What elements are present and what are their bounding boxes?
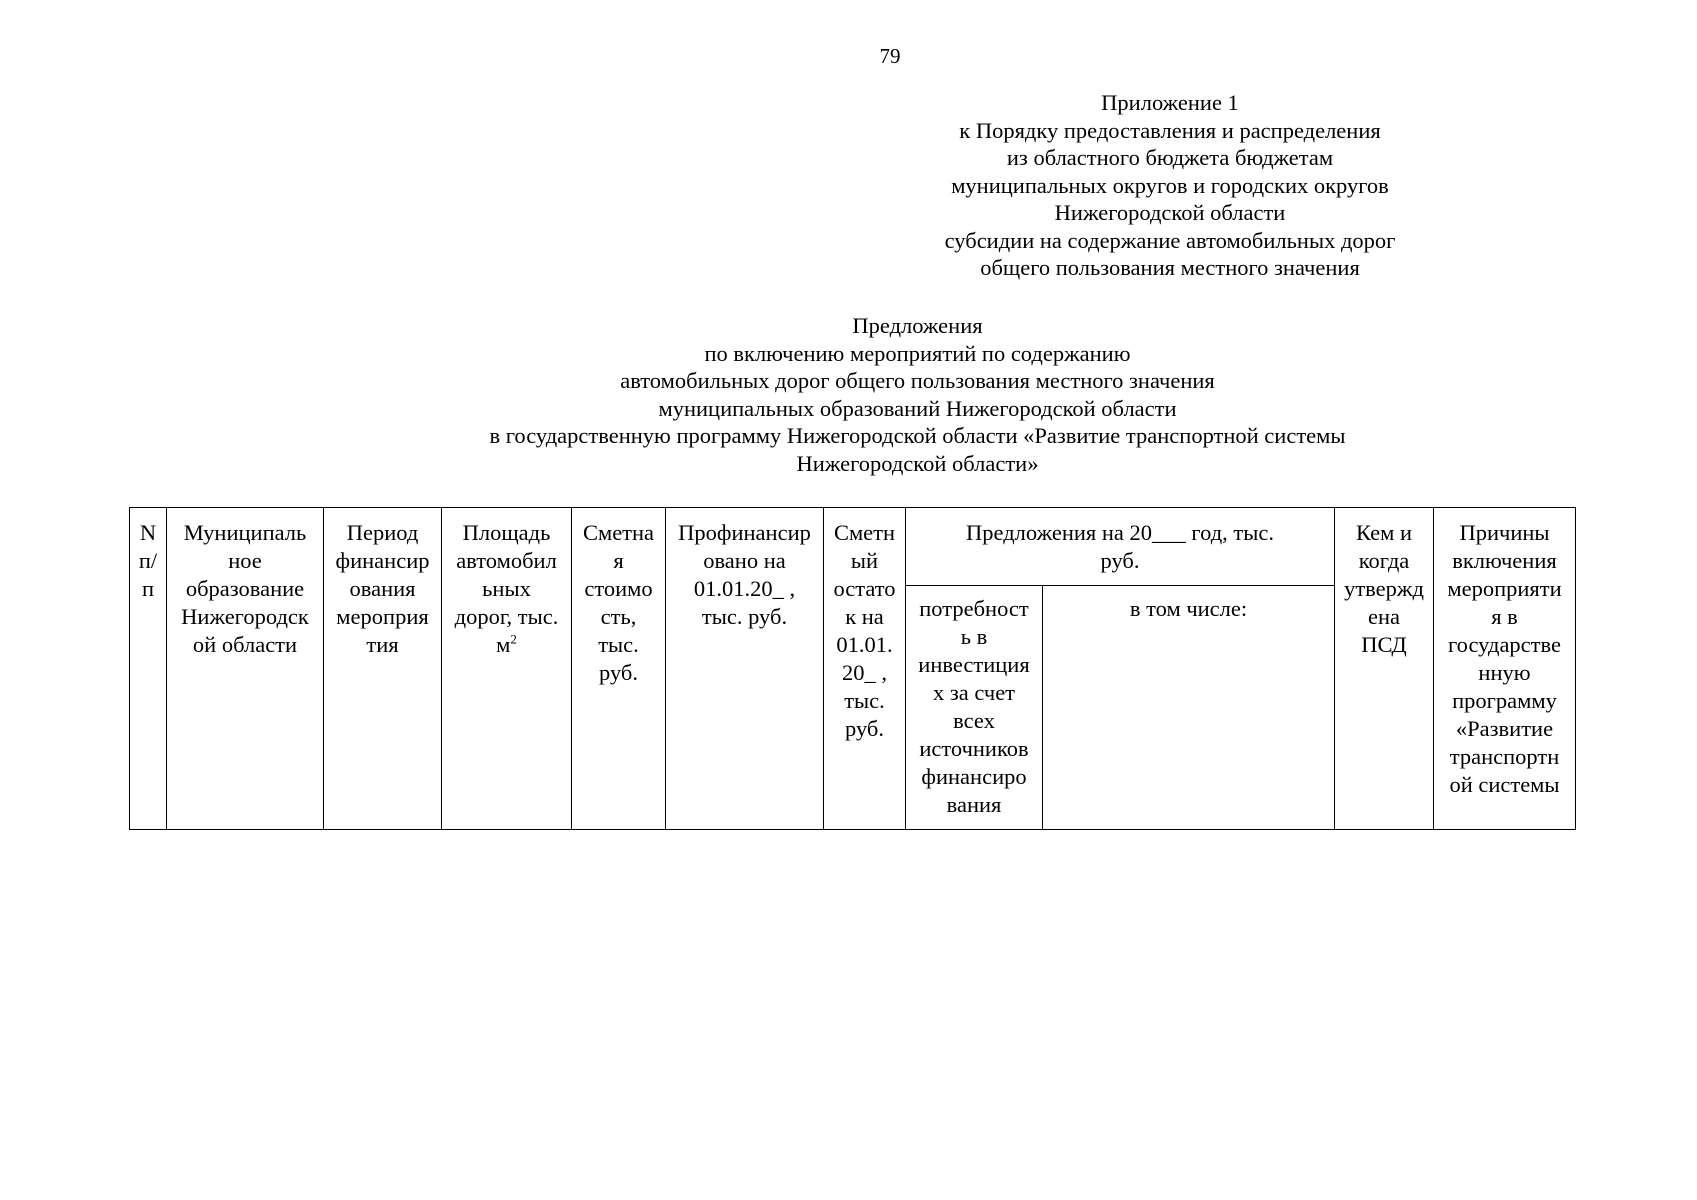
header-text: ой области (192, 632, 298, 657)
header-text: Предложения на 20___ год, тыс. (966, 520, 1274, 545)
header-text: государстве (1448, 632, 1561, 657)
header-text: 01.01.20_ , (693, 576, 796, 601)
header-text: автомобил (456, 548, 557, 573)
header-text: инвестиция (918, 652, 1030, 677)
header-text: тыс. (598, 632, 639, 657)
header-approved (1335, 508, 1434, 830)
header-text: ПСД (1361, 632, 1407, 657)
header-area (442, 508, 572, 830)
header-text: дорог, тыс. (454, 604, 559, 629)
header-text: Муниципаль (183, 520, 307, 545)
header-text: к на (845, 604, 884, 629)
header-text: Сметн (833, 520, 896, 545)
header-text: х за счет (932, 680, 1016, 705)
header-text: всех (953, 708, 995, 733)
header-text: потребност (919, 596, 1029, 621)
proposals-table (129, 507, 1576, 830)
appendix-note (900, 89, 1440, 282)
header-text: стоимо (584, 576, 653, 601)
header-text: остато (833, 576, 896, 601)
header-balance (824, 508, 906, 830)
document-title (400, 312, 1435, 477)
header-estimate (572, 508, 666, 830)
header-text: когда (1358, 548, 1410, 573)
header-text: Кем и (1355, 520, 1413, 545)
header-text: включения (1452, 548, 1557, 573)
title-line: автомобильных дорог общего пользования местного значения (620, 368, 1215, 393)
header-text: 01.01. (836, 632, 893, 657)
header-text: 20_ , (842, 660, 887, 685)
area-unit: м (496, 632, 511, 657)
header-text: образование (185, 576, 305, 601)
header-text: я (613, 548, 624, 573)
header-text: Нижегородск (181, 604, 309, 629)
header-period (324, 508, 442, 830)
appendix-line: субсидии на содержание автомобильных дорог (944, 227, 1396, 253)
header-text: овано на (703, 548, 786, 573)
header-text: руб. (599, 660, 638, 685)
title-line: в государственную программу Нижегородской области «Развитие транспортной системы (489, 423, 1346, 448)
header-text: ь в (960, 624, 988, 649)
appendix-line: к Порядку предоставления и распределения (959, 117, 1381, 143)
header-text: тия (366, 632, 399, 657)
header-text: утвержд (1344, 576, 1424, 601)
header-text: Профинансир (678, 520, 811, 545)
header-text: «Развитие (1455, 716, 1554, 741)
header-text: Причины (1459, 520, 1550, 545)
appendix-line: из областного бюджета бюджетам (1006, 145, 1334, 170)
header-reasons (1434, 508, 1576, 830)
title-line: Предложения (852, 313, 983, 338)
header-text: ый (850, 548, 879, 573)
header-text: тыс. (844, 688, 885, 713)
header-text: N (139, 520, 157, 545)
header-text: ное (228, 548, 262, 573)
header-text: руб. (845, 716, 884, 741)
title-line: муниципальных образований Нижегородской области (658, 395, 1177, 421)
header-text: вания (946, 792, 1002, 817)
header-text: финансир (335, 548, 430, 573)
header-text: ена (1367, 604, 1400, 629)
header-text: транспортн (1449, 744, 1560, 769)
appendix-line: муниципальных округов и городских округов (951, 172, 1389, 198)
header-need (906, 586, 1043, 830)
header-text: ой системы (1449, 772, 1560, 797)
header-financed (666, 508, 824, 830)
header-text: мероприя (336, 604, 429, 629)
header-text: финансиро (921, 764, 1027, 789)
header-text (443, 631, 570, 659)
header-text: сть, (600, 604, 637, 629)
title-line: Нижегородской области» (796, 450, 1039, 476)
header-text: Сметна (582, 520, 655, 545)
area-unit-superscript: 2 (510, 631, 517, 647)
header-text: п (141, 576, 155, 601)
header-including (1043, 586, 1335, 830)
header-text: нную (1478, 660, 1531, 685)
page-number: 79 (879, 44, 901, 68)
header-text: в том числе: (1129, 596, 1248, 621)
title-line: по включению мероприятий по содержанию (704, 340, 1131, 366)
header-text: ования (349, 576, 416, 601)
header-municipality (167, 508, 324, 830)
header-proposals (906, 508, 1335, 586)
header-text: тыс. руб. (701, 604, 788, 629)
header-text: Период (346, 520, 419, 545)
appendix-line: общего пользования местного значения (980, 255, 1360, 280)
header-text: мероприяти (1447, 576, 1562, 601)
header-text: программу (1452, 688, 1557, 713)
appendix-line: Нижегородской области (1054, 200, 1286, 225)
header-text: п/ (138, 548, 158, 573)
header-num (130, 508, 167, 830)
header-text: руб. (1100, 548, 1140, 573)
appendix-line: Приложение 1 (1101, 90, 1239, 115)
header-text: Площадь (462, 520, 551, 545)
header-text: ьных (482, 576, 531, 601)
header-text: источников (919, 736, 1029, 761)
header-text: я в (1491, 604, 1518, 629)
